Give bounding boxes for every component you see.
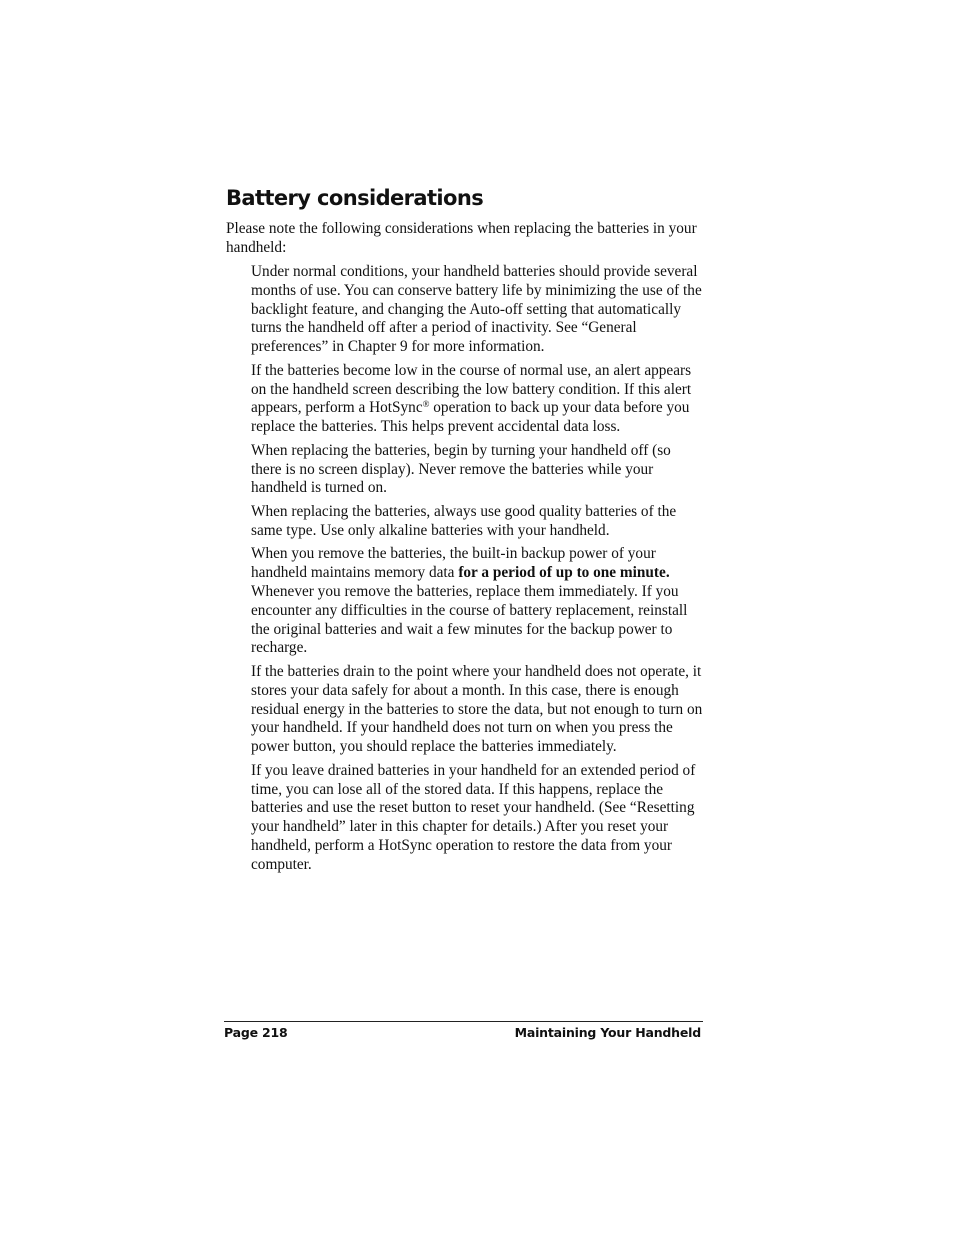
chapter-title: Maintaining Your Handheld [514, 1025, 701, 1040]
registered-mark: ® [422, 399, 430, 410]
item-text: Whenever you remove the batteries, replace them immediately. If you encounter any difficulties in the course of battery replacement, reinstall the original batteries and wait a few minutes for the backup power to recharge. [251, 582, 688, 657]
consideration-item [251, 545, 703, 658]
consideration-item [251, 362, 703, 437]
consideration-item: When replacing the batteries, begin by turning your handheld off (so there is no screen display). Never remove the batteries while your handheld is turned on. [251, 441, 671, 497]
consideration-item: When replacing the batteries, always use good quality batteries of the same type. Use only alkaline batteries with your handheld. [251, 502, 677, 539]
item-text: When you remove the batteries, the built-in backup power of your handheld maintains memory data [251, 545, 656, 582]
section-heading: Battery considerations [226, 186, 484, 210]
consideration-item: If the batteries drain to the point where your handheld does not operate, it stores your data safely for about a month. In this case, there is enough residual energy in the batteries to store the data, but not enough to turn on your handheld. If your handheld does not turn on when you press the power button, you should replace the batteries immediately. [251, 662, 703, 756]
page-number: Page 218 [224, 1025, 288, 1040]
bold-emphasis: for a period of up to one minute. [458, 564, 670, 582]
item-text: If the batteries become low in the course of normal use, an alert appears on the handheld screen describing the low battery condition. If this alert appears, perform a HotSync [251, 361, 692, 417]
footer-divider [224, 1021, 703, 1022]
consideration-item: If you leave drained batteries in your handheld for an extended period of time, you can lose all of the stored data. If this happens, replace the batteries and use the reset button to reset your handheld. (See “Resetting your handheld” later in this chapter for details.) After you reset your handheld, perform a HotSync operation to restore the data from your computer. [251, 761, 696, 873]
consideration-item: Under normal conditions, your handheld batteries should provide several months of use. You can conserve battery life by minimizing the use of the backlight feature, and changing the Auto-off setting that automatically turns the handheld off after a period of inactivity. See “General preferences” in Chapter 9 for more information. [251, 263, 702, 356]
considerations-list [251, 263, 703, 879]
intro-paragraph: Please note the following considerations when replacing the batteries in your handheld: [226, 220, 697, 256]
item-text: operation to back up your data before you replace the batteries. This helps prevent accidental data loss. [251, 399, 690, 436]
